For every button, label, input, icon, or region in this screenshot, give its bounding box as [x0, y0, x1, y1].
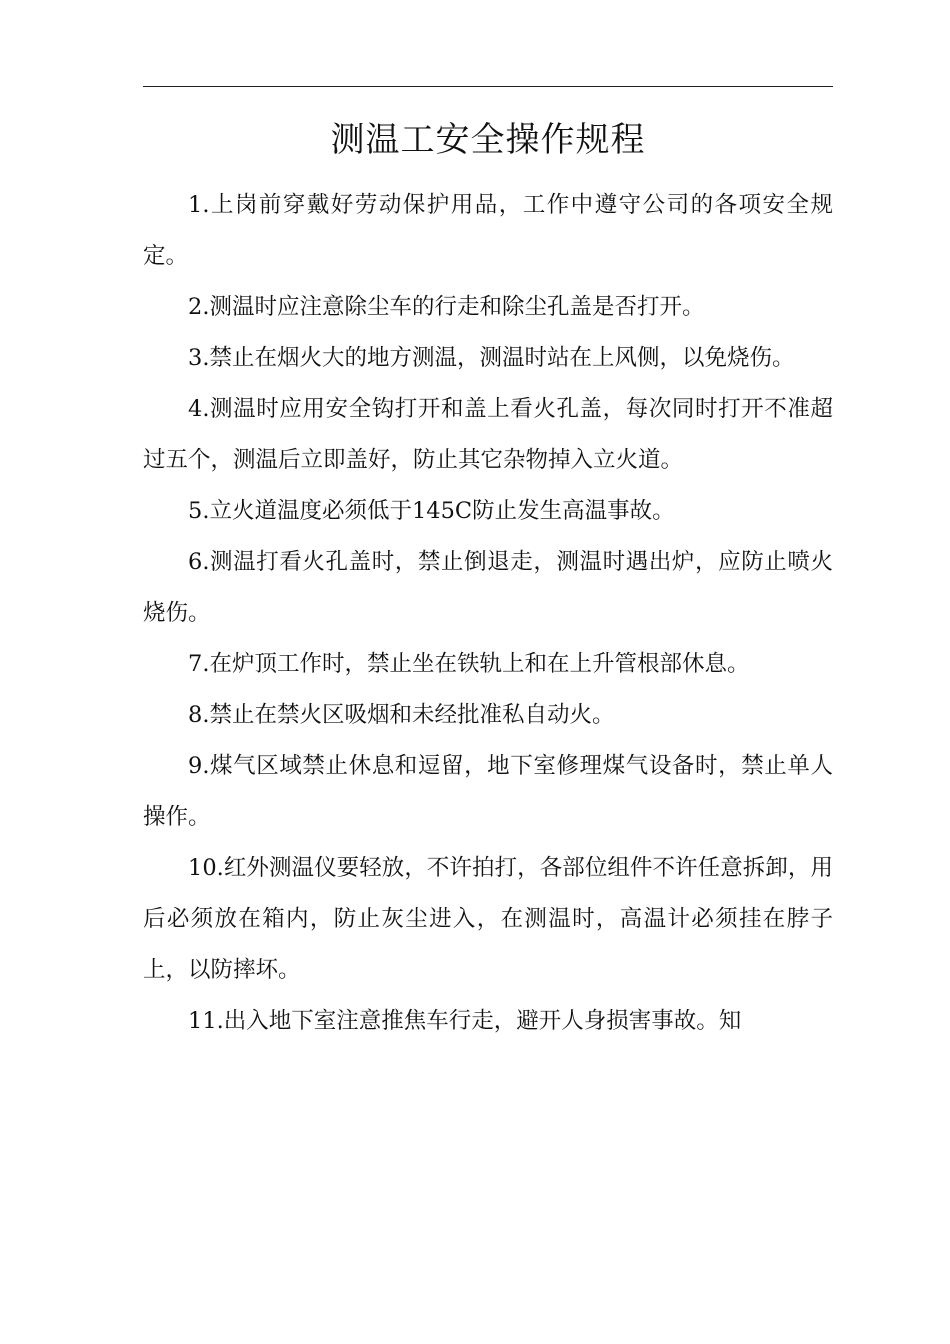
- rule-paragraph-9: 9.煤气区域禁止休息和逗留，地下室修理煤气设备时，禁止单人操作。: [143, 753, 833, 830]
- header-rule: [143, 86, 833, 87]
- rule-paragraph-5: 5.立火道温度必须低于145C防止发生高温事故。: [188, 498, 675, 524]
- document-title: 测温工安全操作规程: [330, 120, 646, 160]
- rule-paragraph-1: 1.上岗前穿戴好劳动保护用品，工作中遵守公司的各项安全规定。: [143, 192, 833, 269]
- document-body: [143, 180, 833, 1047]
- rule-paragraph-3: 3.禁止在烟火大的地方测温，测温时站在上风侧，以免烧伤。: [188, 345, 795, 371]
- rule-paragraph-2: 2.测温时应注意除尘车的行走和除尘孔盖是否打开。: [188, 294, 705, 320]
- rule-paragraph-7: 7.在炉顶工作时，禁止坐在铁轨上和在上升管根部休息。: [188, 651, 750, 677]
- rule-paragraph-6: 6.测温打看火孔盖时，禁止倒退走，测温时遇出炉，应防止喷火烧伤。: [143, 549, 833, 626]
- rule-paragraph-8: 8.禁止在禁火区吸烟和未经批准私自动火。: [188, 702, 615, 728]
- rule-paragraph-10: 10.红外测温仪要轻放，不许拍打，各部位组件不许任意拆卸，用后必须放在箱内，防止灰尘进入，在测温时，高温计必须挂在脖子上，以防摔坏。: [143, 855, 833, 983]
- rule-paragraph-11: 11.出入地下室注意推焦车行走，避开人身损害事故。知: [188, 1008, 742, 1034]
- rule-paragraph-4: 4.测温时应用安全钩打开和盖上看火孔盖，每次同时打开不准超过五个，测温后立即盖好，防止其它杂物掉入立火道。: [143, 396, 833, 473]
